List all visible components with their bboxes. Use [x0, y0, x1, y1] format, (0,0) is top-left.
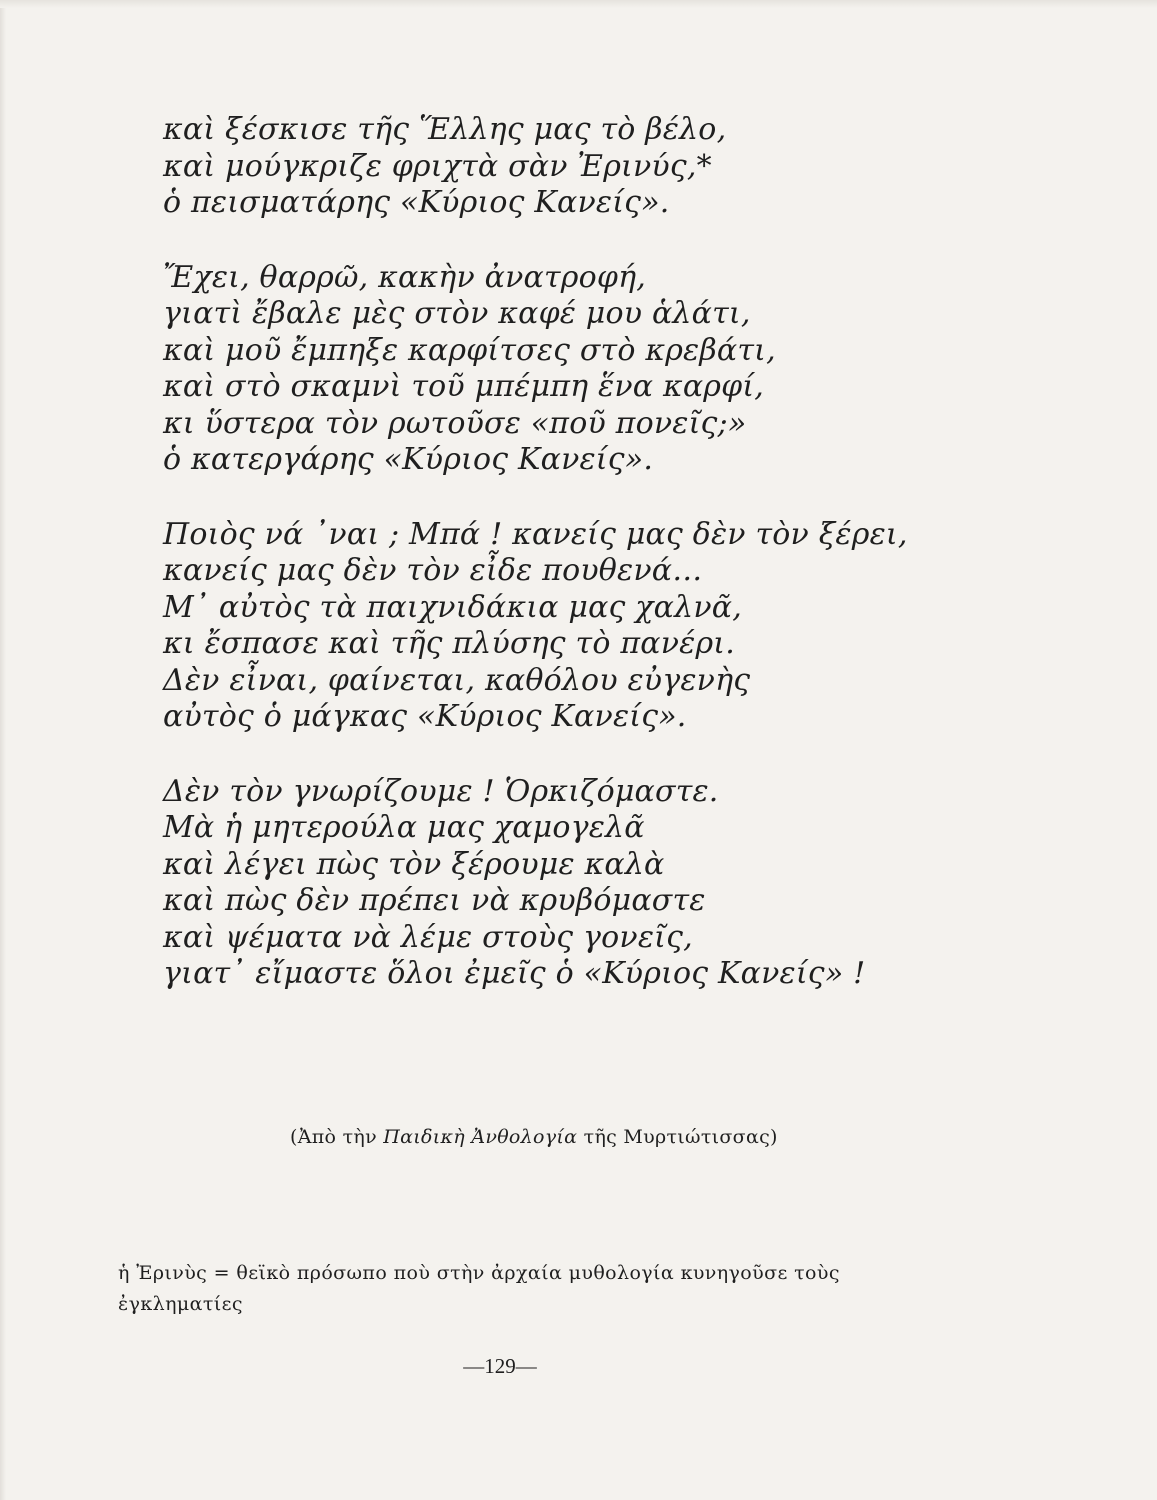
- stanza-2: [163, 260, 883, 479]
- poem-line: κανείς μας δὲν τὸν εἶδε πουθενά…: [163, 553, 703, 588]
- source-prefix: (Ἀπὸ τὴν: [290, 1126, 384, 1148]
- poem-line: καὶ στὸ σκαμνὶ τοῦ μπέμπη ἕνα καρφί,: [163, 369, 765, 404]
- page-number: —129—: [463, 1354, 537, 1378]
- page-edge-shadow: [0, 0, 6, 1500]
- poem-line: καὶ λέγει πὼς τὸν ξέρουμε καλὰ: [163, 846, 665, 882]
- poem-line: Ἔχει, θαρρῶ, κακὴν ἀνατροφή,: [163, 259, 647, 295]
- stanza-3: [163, 516, 908, 736]
- stanza-4: [163, 774, 883, 993]
- source-suffix: τῆς Μυρτιώτισσας): [577, 1126, 778, 1148]
- poem-line: Ποιὸς νά ᾽ναι ; Μπά ! κανείς μας δὲν τὸν ξέρει,: [163, 516, 908, 552]
- poem-line: καὶ μοῦ ἔμπηξε καρφίτσες στὸ κρεβάτι,: [163, 332, 776, 368]
- poem-line: καὶ μούγκριζε φριχτὰ σὰν Ἐρινύς,*: [163, 148, 712, 184]
- poem-line: ὁ κατεργάρης «Κύριος Κανείς».: [163, 442, 654, 477]
- poem-line: Μ᾽ αὐτὸς τὰ παιχνιδάκια μας χαλνᾶ,: [163, 589, 742, 625]
- source-citation: [290, 1126, 778, 1148]
- poem-line: κι ἔσπασε καὶ τῆς πλύσης τὸ πανέρι.: [163, 626, 735, 661]
- poem-line: ὁ πεισματάρης «Κύριος Κανείς».: [163, 185, 670, 220]
- poem-line: καὶ ξέσκισε τῆς Ἕλλης μας τὸ βέλο,: [163, 112, 727, 147]
- poem-line: κι ὕστερα τὸν ρωτοῦσε «ποῦ πονεῖς;»: [163, 405, 747, 441]
- poem-line: Δὲν τὸν γνωρίζουμε ! Ὁρκιζόμαστε.: [163, 773, 719, 809]
- stanza-1: [163, 112, 883, 222]
- poem-line: καὶ πὼς δὲν πρέπει νὰ κρυβόμαστε: [163, 883, 706, 918]
- poem-line: καὶ ψέματα νὰ λέμε στοὺς γονεῖς,: [163, 919, 693, 955]
- poem-line: Δὲν εἶναι, φαίνεται, καθόλου εὐγενὴς: [163, 662, 751, 698]
- source-title: Παιδικὴ Ἀνθολογία: [383, 1126, 578, 1148]
- poem-line: αὐτὸς ὁ μάγκας «Κύριος Κανείς».: [163, 699, 687, 734]
- poem-line: Μὰ ἡ μητερούλα μας χαμογελᾶ: [163, 810, 645, 845]
- poem-line: γιατ᾽ εἴμαστε ὅλοι ἐμεῖς ὁ «Κύριος Κανείς» !: [163, 956, 866, 991]
- poem-line: γιατὶ ἔβαλε μὲς στὸν καφέ μου ἁλάτι,: [163, 296, 751, 331]
- footnote: ἡ Ἐρινὺς = θεϊκὸ πρόσωπο ποὺ στὴν ἀρχαία μυθολογία κυνηγοῦσε τοὺς ἐγκληματίες: [118, 1262, 840, 1315]
- poem: [163, 112, 908, 1031]
- page-top-shadow: [0, 0, 1157, 8]
